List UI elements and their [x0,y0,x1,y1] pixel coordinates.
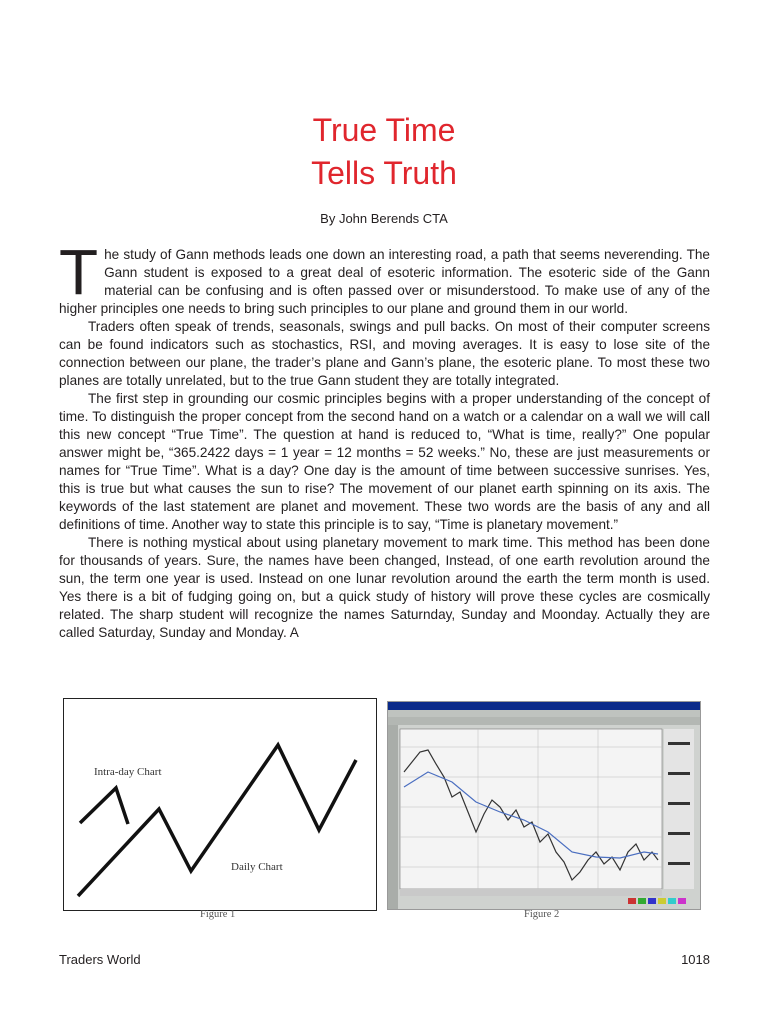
drop-cap: T [59,236,99,308]
article-body [59,236,710,642]
byline: By John Berends CTA [320,211,448,226]
article-title-line1: True Time [312,112,456,148]
daily-chart-label: Daily Chart [231,861,283,873]
intraday-chart-label: Intra-day Chart [94,766,162,778]
paragraph-1-text: he study of Gann methods leads one down an interesting road, a path that seems neverending. The Gann student is exposed to a great deal of esoteric information. The esoteric side of the Gann material can be confusing and is often passed over or misunderstood. To make use of any of the higher principles one needs to bring such principles to our plane and ground them in our world. [59,247,710,316]
article-title-line2: Tells Truth [311,155,457,191]
paragraph-3: The first step in grounding our cosmic principles begins with a proper understanding of the concept of time. To distinguish the proper concept from the second hand on a watch or a calendar on a wall we will call this new concept “True Time”. The question at hand is reduced to, “What is time, really?” One popular answer might be, “365.2422 days = 1 year = 12 months = 52 weeks.” No, these are just measurements or names for “True Time”. What is a day? One day is the amount of time between successive sunrises. Yes, this is true but what causes the sun to rise? The movement of our planet earth spinning on its axis. The keywords of the last statement are planet and movement. These two words are the basis of any and all definitions of time. Another way to state this principle is to say, “Time is planetary movement.” [59,391,710,532]
paragraph-4: There is nothing mystical about using planetary movement to mark time. This method has been done for thousands of years. Sure, the names have been changed, Instead, of one earth revolution around the sun, the term one year is used. Instead on one lunar revolution around the earth the term month is used. Yes there is a bit of fudging going on, but a quick study of history will prove these cycles are cosmically related. The sharp student will recognize the names Saturnday, Sunday and Moonday. Actually they are called Saturday, Sunday and Monday. A [59,535,710,640]
figure-2-screenshot [388,702,700,909]
figure-1 [63,698,377,911]
paragraph-2: Traders often speak of trends, seasonals, swings and pull backs. On most of their computer screens can be found indicators such as stochastics, RSI, and moving averages. It is easy to lose site of the connection between our plane, the trader’s plane and Gann’s plane, the esoteric plane. To most these two planes are totally unrelated, but to the true Gann student they are totally integrated. [59,319,710,388]
intraday-swing-line [80,788,128,824]
figure-1-caption: Figure 1 [200,909,236,920]
figure-2 [387,701,701,910]
figure-1-drawing [64,699,376,910]
paragraph-1 [59,236,710,318]
page-number: 1018 [681,952,710,967]
footer-publication: Traders World [59,952,141,967]
figure-2-caption: Figure 2 [524,909,560,920]
